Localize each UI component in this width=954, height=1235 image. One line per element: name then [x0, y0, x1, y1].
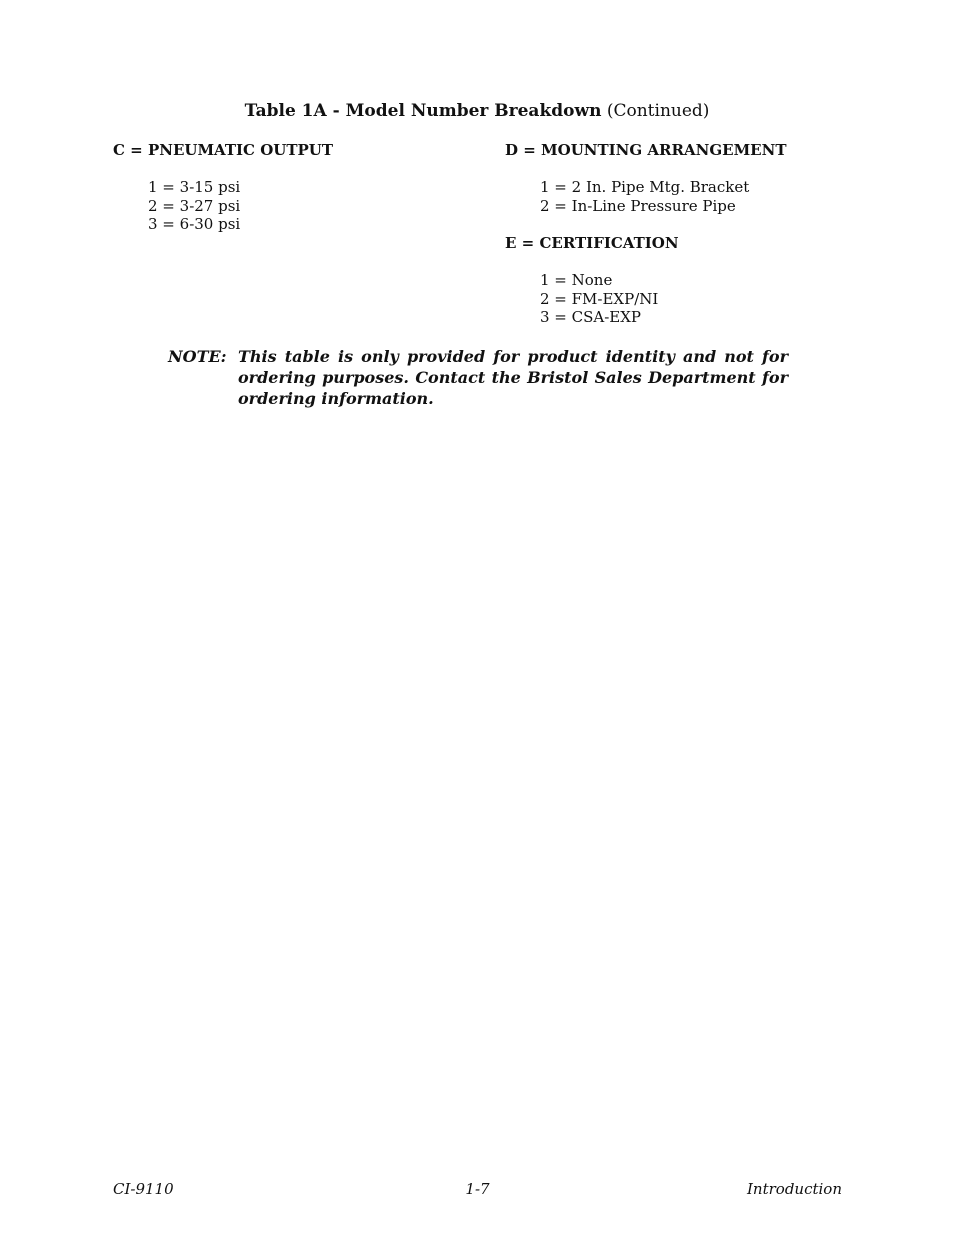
list-item: 2 = In-Line Pressure Pipe: [540, 196, 736, 215]
right-column: [505, 140, 865, 327]
list-item: 1 = 2 In. Pipe Mtg. Bracket: [540, 178, 750, 196]
table-title: [0, 100, 954, 122]
list-item: 1 = None: [540, 271, 613, 289]
section-certification: [505, 233, 865, 327]
section-heading-mounting-arrangement: D = MOUNTING ARRANGEMENT: [505, 141, 787, 159]
list-item: 3 = 6-30 psi: [148, 215, 241, 233]
left-column: [113, 140, 473, 234]
list-item: 2 = 3-27 psi: [148, 196, 241, 215]
section-heading-pneumatic-output: C = PNEUMATIC OUTPUT: [113, 141, 334, 159]
options-mounting-arrangement: [540, 178, 865, 215]
footer-page-number: 1-7: [465, 1180, 490, 1198]
list-item: 1 = 3-15 psi: [148, 178, 241, 196]
section-heading-certification: E = CERTIFICATION: [505, 234, 679, 252]
section-mounting-arrangement: [505, 140, 865, 215]
note-label: NOTE:: [168, 347, 227, 366]
section-pneumatic-output: [113, 140, 473, 234]
footer-document-id: CI-9110: [113, 1180, 174, 1198]
note-text: This table is only provided for product identity and not for ordering purposes. Contact the Bristol Sales Department for ordering information.: [238, 347, 788, 408]
list-item: 2 = FM-EXP/NI: [540, 289, 659, 308]
table-title-continued: (Continued): [606, 101, 710, 121]
note-block: [168, 346, 788, 409]
options-pneumatic-output: [148, 178, 473, 234]
table-title-main: Table 1A - Model Number Breakdown: [244, 101, 602, 121]
list-item: 3 = CSA-EXP: [540, 308, 642, 326]
footer-section-name: Introduction: [747, 1180, 842, 1198]
options-certification: [540, 271, 865, 327]
